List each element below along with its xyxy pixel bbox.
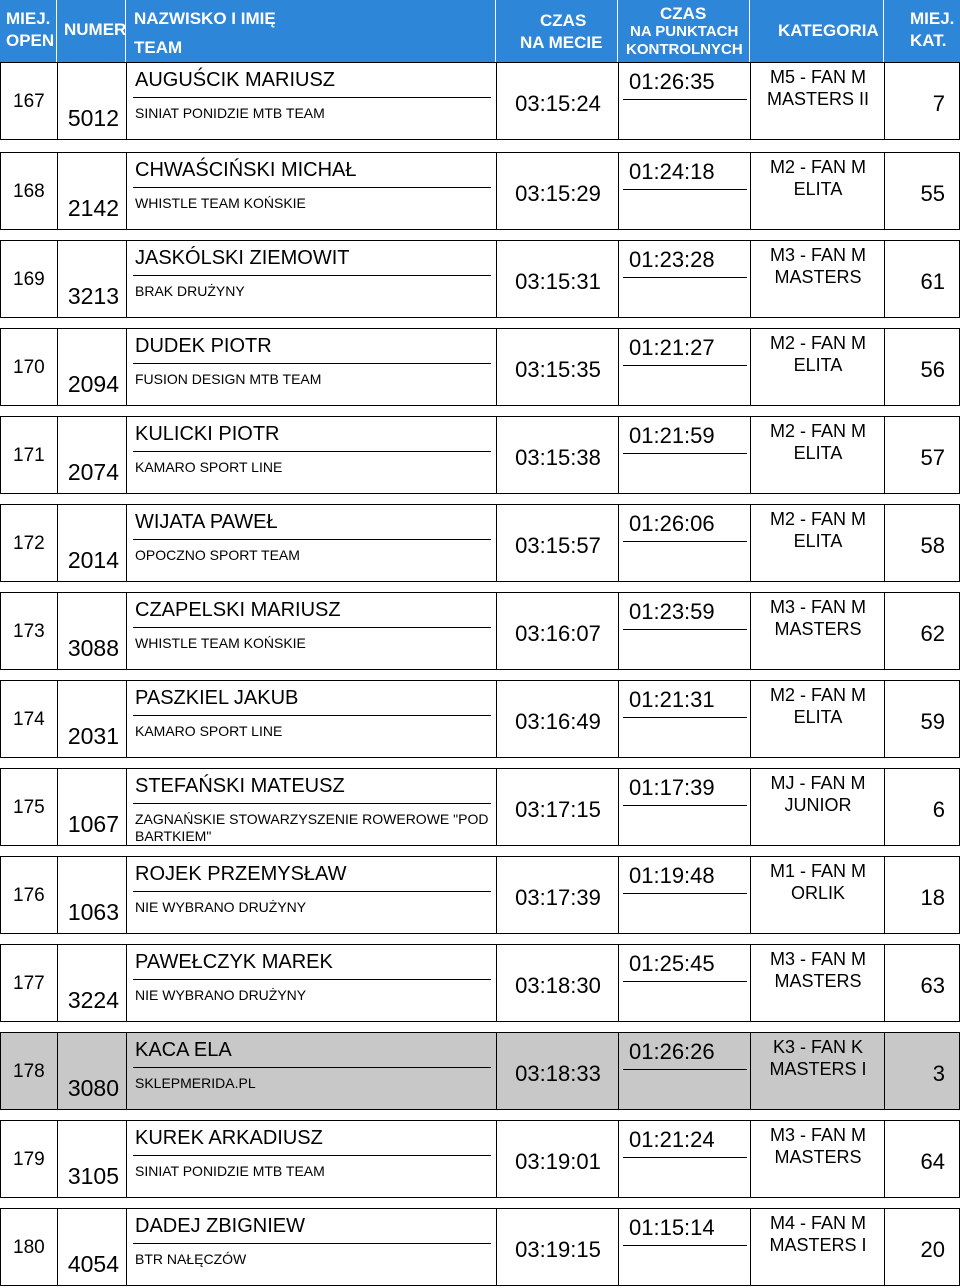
open-rank: 171: [13, 445, 45, 466]
cell-finish-time: [496, 944, 619, 1022]
cell-category-rank: [884, 152, 960, 230]
cell-category-rank: [884, 944, 960, 1022]
header-cp-line2: NA PUNKTACH: [630, 23, 739, 40]
finish-time: 03:18:33: [515, 1061, 601, 1086]
header-open-rank: [0, 0, 57, 62]
cell-name-team: [126, 1032, 497, 1110]
name-divider: [133, 451, 491, 452]
cell-open-rank: [0, 680, 58, 758]
bib-number: 2094: [67, 371, 119, 397]
bib-number: 3088: [67, 635, 119, 661]
header-cp-line1: CZAS: [660, 4, 707, 23]
rider-name: AUGUŚCIK MARIUSZ: [135, 69, 336, 91]
rider-name: KACA ELA: [135, 1039, 232, 1061]
open-rank: 167: [13, 91, 45, 112]
cell-category: [750, 152, 885, 230]
category-code: M1 - FAN M: [769, 861, 866, 881]
cell-open-rank: [0, 328, 58, 406]
rider-name: PASZKIEL JAKUB: [135, 687, 299, 709]
open-rank: 173: [13, 621, 45, 642]
name-divider: [133, 979, 491, 980]
table-row: [0, 240, 960, 318]
checkpoint-divider: [623, 541, 747, 542]
name-divider: [133, 1067, 491, 1068]
cell-checkpoint: [618, 944, 751, 1022]
category-code: K3 - FAN K: [772, 1037, 864, 1057]
cell-category: [750, 1208, 885, 1286]
checkpoint-time: 01:21:59: [629, 423, 715, 448]
cell-checkpoint: [618, 1208, 751, 1286]
finish-time: 03:15:38: [515, 445, 601, 470]
category-name: ELITA: [793, 443, 843, 463]
bib-number: 3105: [67, 1163, 119, 1189]
header-cp-line3: KONTROLNYCH: [626, 41, 743, 58]
category-code: M3 - FAN M: [769, 245, 866, 265]
cell-number: [57, 592, 127, 670]
rider-name: PAWEŁCZYK MAREK: [135, 951, 333, 973]
header-kat-line2: KAT.: [910, 31, 947, 50]
name-divider: [133, 803, 491, 804]
checkpoint-time: 01:21:27: [629, 335, 715, 360]
rider-name: CZAPELSKI MARIUSZ: [135, 599, 341, 621]
cell-finish-time: [496, 592, 619, 670]
checkpoint-time: 01:26:26: [629, 1039, 715, 1064]
cell-category-rank: [884, 1120, 960, 1198]
cell-finish-time: [496, 1120, 619, 1198]
cell-number: [57, 1120, 127, 1198]
open-rank: 174: [13, 709, 45, 730]
cell-checkpoint: [618, 62, 751, 140]
cell-category: [750, 504, 885, 582]
header-number: [57, 0, 126, 62]
open-rank: 180: [13, 1237, 45, 1258]
open-rank: 179: [13, 1149, 45, 1170]
category-rank: 63: [920, 973, 945, 998]
table-row: [0, 768, 960, 846]
category-rank: 20: [920, 1237, 945, 1262]
category-name: JUNIOR: [784, 795, 852, 815]
cell-name-team: [126, 152, 497, 230]
checkpoint-divider: [623, 99, 747, 100]
cell-category: [750, 944, 885, 1022]
rider-name: STEFAŃSKI MATEUSZ: [135, 775, 345, 797]
category-rank: 61: [920, 269, 945, 294]
cell-checkpoint: [618, 416, 751, 494]
category-code: M2 - FAN M: [769, 333, 866, 353]
cell-name-team: [126, 1208, 497, 1286]
cell-category: [750, 416, 885, 494]
cell-category-rank: [884, 768, 960, 846]
cell-checkpoint: [618, 1120, 751, 1198]
team-name: WHISTLE TEAM KOŃSKIE: [135, 635, 306, 651]
category-name: MASTERS: [774, 267, 862, 287]
checkpoint-time: 01:21:24: [629, 1127, 715, 1152]
bib-number: 3224: [67, 987, 119, 1013]
category-rank: 59: [920, 709, 945, 734]
header-open-line1: MIEJ.: [6, 9, 51, 28]
finish-time: 03:17:15: [515, 797, 601, 822]
table-row: [0, 944, 960, 1022]
finish-time: 03:19:01: [515, 1149, 601, 1174]
checkpoint-divider: [623, 1157, 747, 1158]
team-name: FUSION DESIGN MTB TEAM: [135, 371, 322, 387]
cell-checkpoint: [618, 856, 751, 934]
open-rank: 175: [13, 797, 45, 818]
cell-checkpoint: [618, 152, 751, 230]
category-rank: 57: [920, 445, 945, 470]
category-code: M5 - FAN M: [769, 67, 866, 87]
checkpoint-time: 01:21:31: [629, 687, 715, 712]
cell-number: [57, 680, 127, 758]
name-divider: [133, 539, 491, 540]
header-checkpoint-time: [618, 0, 750, 62]
cell-number: [57, 240, 127, 318]
header-number-label: NUMER: [64, 20, 127, 39]
cell-name-team: [126, 1120, 497, 1198]
checkpoint-time: 01:24:18: [629, 159, 715, 184]
finish-time: 03:15:57: [515, 533, 601, 558]
rider-name: KULICKI PIOTR: [135, 423, 280, 445]
cell-finish-time: [496, 1208, 619, 1286]
cell-category-rank: [884, 62, 960, 140]
header-finish-time: [496, 0, 618, 62]
category-name: MASTERS I: [769, 1059, 867, 1079]
category-name: ORLIK: [790, 883, 846, 903]
category-name: MASTERS: [774, 1147, 862, 1167]
table-row: [0, 328, 960, 406]
category-code: M2 - FAN M: [769, 685, 866, 705]
bib-number: 1067: [67, 811, 119, 837]
checkpoint-divider: [623, 189, 747, 190]
bib-number: 3080: [67, 1075, 119, 1101]
category-code: M3 - FAN M: [769, 1125, 866, 1145]
cell-open-rank: [0, 62, 58, 140]
cell-open-rank: [0, 1208, 58, 1286]
header-time-line1: CZAS: [540, 11, 587, 30]
team-name: SKLEPMERIDA.PL: [135, 1075, 256, 1091]
cell-name-team: [126, 62, 497, 140]
team-name: SINIAT PONIDZIE MTB TEAM: [135, 105, 325, 121]
rider-name: WIJATA PAWEŁ: [135, 511, 278, 533]
name-divider: [133, 891, 491, 892]
checkpoint-divider: [623, 893, 747, 894]
header-name-team: [126, 0, 496, 62]
bib-number: 3213: [67, 283, 119, 309]
cell-checkpoint: [618, 328, 751, 406]
cell-finish-time: [496, 152, 619, 230]
cell-category-rank: [884, 856, 960, 934]
category-name: MASTERS I: [769, 1235, 867, 1255]
checkpoint-divider: [623, 453, 747, 454]
category-name: ELITA: [793, 355, 843, 375]
category-name: MASTERS II: [766, 89, 869, 109]
finish-time: 03:17:39: [515, 885, 601, 910]
table-row: [0, 592, 960, 670]
team-name: NIE WYBRANO DRUŻYNY: [135, 899, 307, 915]
bib-number: 2142: [67, 195, 119, 221]
cell-category-rank: [884, 1208, 960, 1286]
category-code: M2 - FAN M: [769, 157, 866, 177]
name-divider: [133, 363, 491, 364]
header-open-line2: OPEN: [6, 31, 55, 50]
cell-checkpoint: [618, 680, 751, 758]
name-divider: [133, 1155, 491, 1156]
cell-number: [57, 1032, 127, 1110]
table-row: [0, 680, 960, 758]
finish-time: 03:19:15: [515, 1237, 601, 1262]
checkpoint-time: 01:23:59: [629, 599, 715, 624]
checkpoint-divider: [623, 365, 747, 366]
cell-category: [750, 1032, 885, 1110]
cell-finish-time: [496, 856, 619, 934]
bib-number: 2031: [67, 723, 119, 749]
table-header: [0, 0, 960, 62]
category-name: ELITA: [793, 179, 843, 199]
cell-name-team: [126, 328, 497, 406]
table-row: [0, 416, 960, 494]
open-rank: 176: [13, 885, 45, 906]
category-rank: 64: [920, 1149, 945, 1174]
open-rank: 168: [13, 181, 45, 202]
name-divider: [133, 97, 491, 98]
table-row: [0, 62, 960, 140]
checkpoint-time: 01:25:45: [629, 951, 715, 976]
cell-name-team: [126, 416, 497, 494]
rider-name: ROJEK PRZEMYSŁAW: [135, 863, 347, 885]
table-row: [0, 152, 960, 230]
cell-finish-time: [496, 416, 619, 494]
category-rank: 58: [920, 533, 945, 558]
cell-category-rank: [884, 1032, 960, 1110]
cell-finish-time: [496, 504, 619, 582]
cell-finish-time: [496, 680, 619, 758]
cell-number: [57, 152, 127, 230]
checkpoint-divider: [623, 981, 747, 982]
team-name: KAMARO SPORT LINE: [135, 723, 283, 739]
checkpoint-divider: [623, 1069, 747, 1070]
cell-finish-time: [496, 328, 619, 406]
category-code: M3 - FAN M: [769, 597, 866, 617]
cell-checkpoint: [618, 1032, 751, 1110]
cell-open-rank: [0, 416, 58, 494]
bib-number: 2074: [67, 459, 119, 485]
cell-checkpoint: [618, 768, 751, 846]
category-code: M4 - FAN M: [769, 1213, 866, 1233]
table-row: [0, 1208, 960, 1286]
header-category-label: KATEGORIA: [778, 21, 879, 40]
cell-category: [750, 328, 885, 406]
cell-finish-time: [496, 1032, 619, 1110]
bib-number: 2014: [67, 547, 119, 573]
name-divider: [133, 275, 491, 276]
cell-category-rank: [884, 328, 960, 406]
name-divider: [133, 187, 491, 188]
cell-category-rank: [884, 680, 960, 758]
cell-number: [57, 328, 127, 406]
cell-category-rank: [884, 240, 960, 318]
cell-category-rank: [884, 416, 960, 494]
rider-name: CHWAŚCIŃSKI MICHAŁ: [135, 159, 357, 181]
team-name: OPOCZNO SPORT TEAM: [135, 547, 300, 563]
team-name: BTR NAŁĘCZÓW: [135, 1251, 247, 1267]
team-name: WHISTLE TEAM KOŃSKIE: [135, 195, 306, 211]
header-time-line2: NA MECIE: [520, 33, 603, 52]
rider-name: JASKÓLSKI ZIEMOWIT: [135, 247, 350, 269]
team-name: SINIAT PONIDZIE MTB TEAM: [135, 1163, 325, 1179]
cell-category-rank: [884, 504, 960, 582]
category-name: MASTERS: [774, 619, 862, 639]
checkpoint-time: 01:19:48: [629, 863, 715, 888]
cell-finish-time: [496, 62, 619, 140]
cell-name-team: [126, 504, 497, 582]
checkpoint-divider: [623, 1245, 747, 1246]
category-name: MASTERS: [774, 971, 862, 991]
category-code: M2 - FAN M: [769, 509, 866, 529]
cell-open-rank: [0, 592, 58, 670]
checkpoint-time: 01:26:06: [629, 511, 715, 536]
category-rank: 6: [932, 797, 945, 822]
cell-category: [750, 1120, 885, 1198]
category-rank: 3: [932, 1061, 945, 1086]
cell-open-rank: [0, 240, 58, 318]
rider-name: KUREK ARKADIUSZ: [135, 1127, 323, 1149]
name-divider: [133, 1243, 491, 1244]
finish-time: 03:16:49: [515, 709, 601, 734]
header-category: [750, 0, 884, 62]
finish-time: 03:18:30: [515, 973, 601, 998]
table-row: [0, 1120, 960, 1198]
bib-number: 5012: [67, 105, 119, 131]
cell-number: [57, 504, 127, 582]
cell-open-rank: [0, 504, 58, 582]
header-category-rank: [884, 0, 960, 62]
cell-number: [57, 416, 127, 494]
cell-open-rank: [0, 1120, 58, 1198]
cell-number: [57, 1208, 127, 1286]
team-name: KAMARO SPORT LINE: [135, 459, 283, 475]
category-name: ELITA: [793, 707, 843, 727]
table-row: [0, 1032, 960, 1110]
finish-time: 03:15:24: [515, 91, 601, 116]
category-rank: 62: [920, 621, 945, 646]
cell-category: [750, 592, 885, 670]
cell-category: [750, 62, 885, 140]
category-rank: 55: [920, 181, 945, 206]
category-rank: 18: [920, 885, 945, 910]
header-name-line2: TEAM: [134, 38, 183, 57]
cell-number: [57, 944, 127, 1022]
cell-number: [57, 856, 127, 934]
cell-category-rank: [884, 592, 960, 670]
cell-category: [750, 680, 885, 758]
category-code: MJ - FAN M: [770, 773, 866, 793]
cell-finish-time: [496, 768, 619, 846]
category-rank: 7: [932, 91, 945, 116]
checkpoint-divider: [623, 629, 747, 630]
open-rank: 177: [13, 973, 45, 994]
checkpoint-time: 01:15:14: [629, 1215, 715, 1240]
cell-name-team: [126, 944, 497, 1022]
rider-name: DADEJ ZBIGNIEW: [135, 1215, 306, 1237]
category-name: ELITA: [793, 531, 843, 551]
open-rank: 170: [13, 357, 45, 378]
bib-number: 4054: [67, 1251, 119, 1277]
cell-name-team: [126, 592, 497, 670]
cell-name-team: [126, 768, 497, 846]
checkpoint-divider: [623, 717, 747, 718]
checkpoint-time: 01:23:28: [629, 247, 715, 272]
team-name: BRAK DRUŻYNY: [135, 283, 245, 299]
finish-time: 03:15:35: [515, 357, 601, 382]
checkpoint-divider: [623, 277, 747, 278]
category-code: M3 - FAN M: [769, 949, 866, 969]
team-name: ZAGNAŃSKIE STOWARZYSZENIE ROWEROWE "POD BARTKIEM": [135, 811, 489, 844]
finish-time: 03:15:29: [515, 181, 601, 206]
cell-category: [750, 240, 885, 318]
open-rank: 178: [13, 1061, 45, 1082]
table-row: [0, 504, 960, 582]
checkpoint-time: 01:17:39: [629, 775, 715, 800]
cell-category: [750, 768, 885, 846]
cell-open-rank: [0, 944, 58, 1022]
cell-checkpoint: [618, 240, 751, 318]
cell-name-team: [126, 680, 497, 758]
rider-name: DUDEK PIOTR: [135, 335, 272, 357]
cell-open-rank: [0, 152, 58, 230]
category-rank: 56: [920, 357, 945, 382]
finish-time: 03:15:31: [515, 269, 601, 294]
cell-name-team: [126, 240, 497, 318]
cell-category: [750, 856, 885, 934]
table-row: [0, 856, 960, 934]
cell-open-rank: [0, 856, 58, 934]
header-kat-line1: MIEJ.: [910, 9, 955, 28]
header-name-line1: NAZWISKO I IMIĘ: [134, 9, 276, 28]
team-name: NIE WYBRANO DRUŻYNY: [135, 987, 307, 1003]
name-divider: [133, 715, 491, 716]
category-code: M2 - FAN M: [769, 421, 866, 441]
finish-time: 03:16:07: [515, 621, 601, 646]
cell-number: [57, 768, 127, 846]
bib-number: 1063: [67, 899, 119, 925]
checkpoint-time: 01:26:35: [629, 69, 715, 94]
cell-open-rank: [0, 1032, 58, 1110]
open-rank: 169: [13, 269, 45, 290]
cell-checkpoint: [618, 504, 751, 582]
name-divider: [133, 627, 491, 628]
cell-checkpoint: [618, 592, 751, 670]
cell-finish-time: [496, 240, 619, 318]
cell-number: [57, 62, 127, 140]
cell-open-rank: [0, 768, 58, 846]
open-rank: 172: [13, 533, 45, 554]
cell-name-team: [126, 856, 497, 934]
checkpoint-divider: [623, 805, 747, 806]
